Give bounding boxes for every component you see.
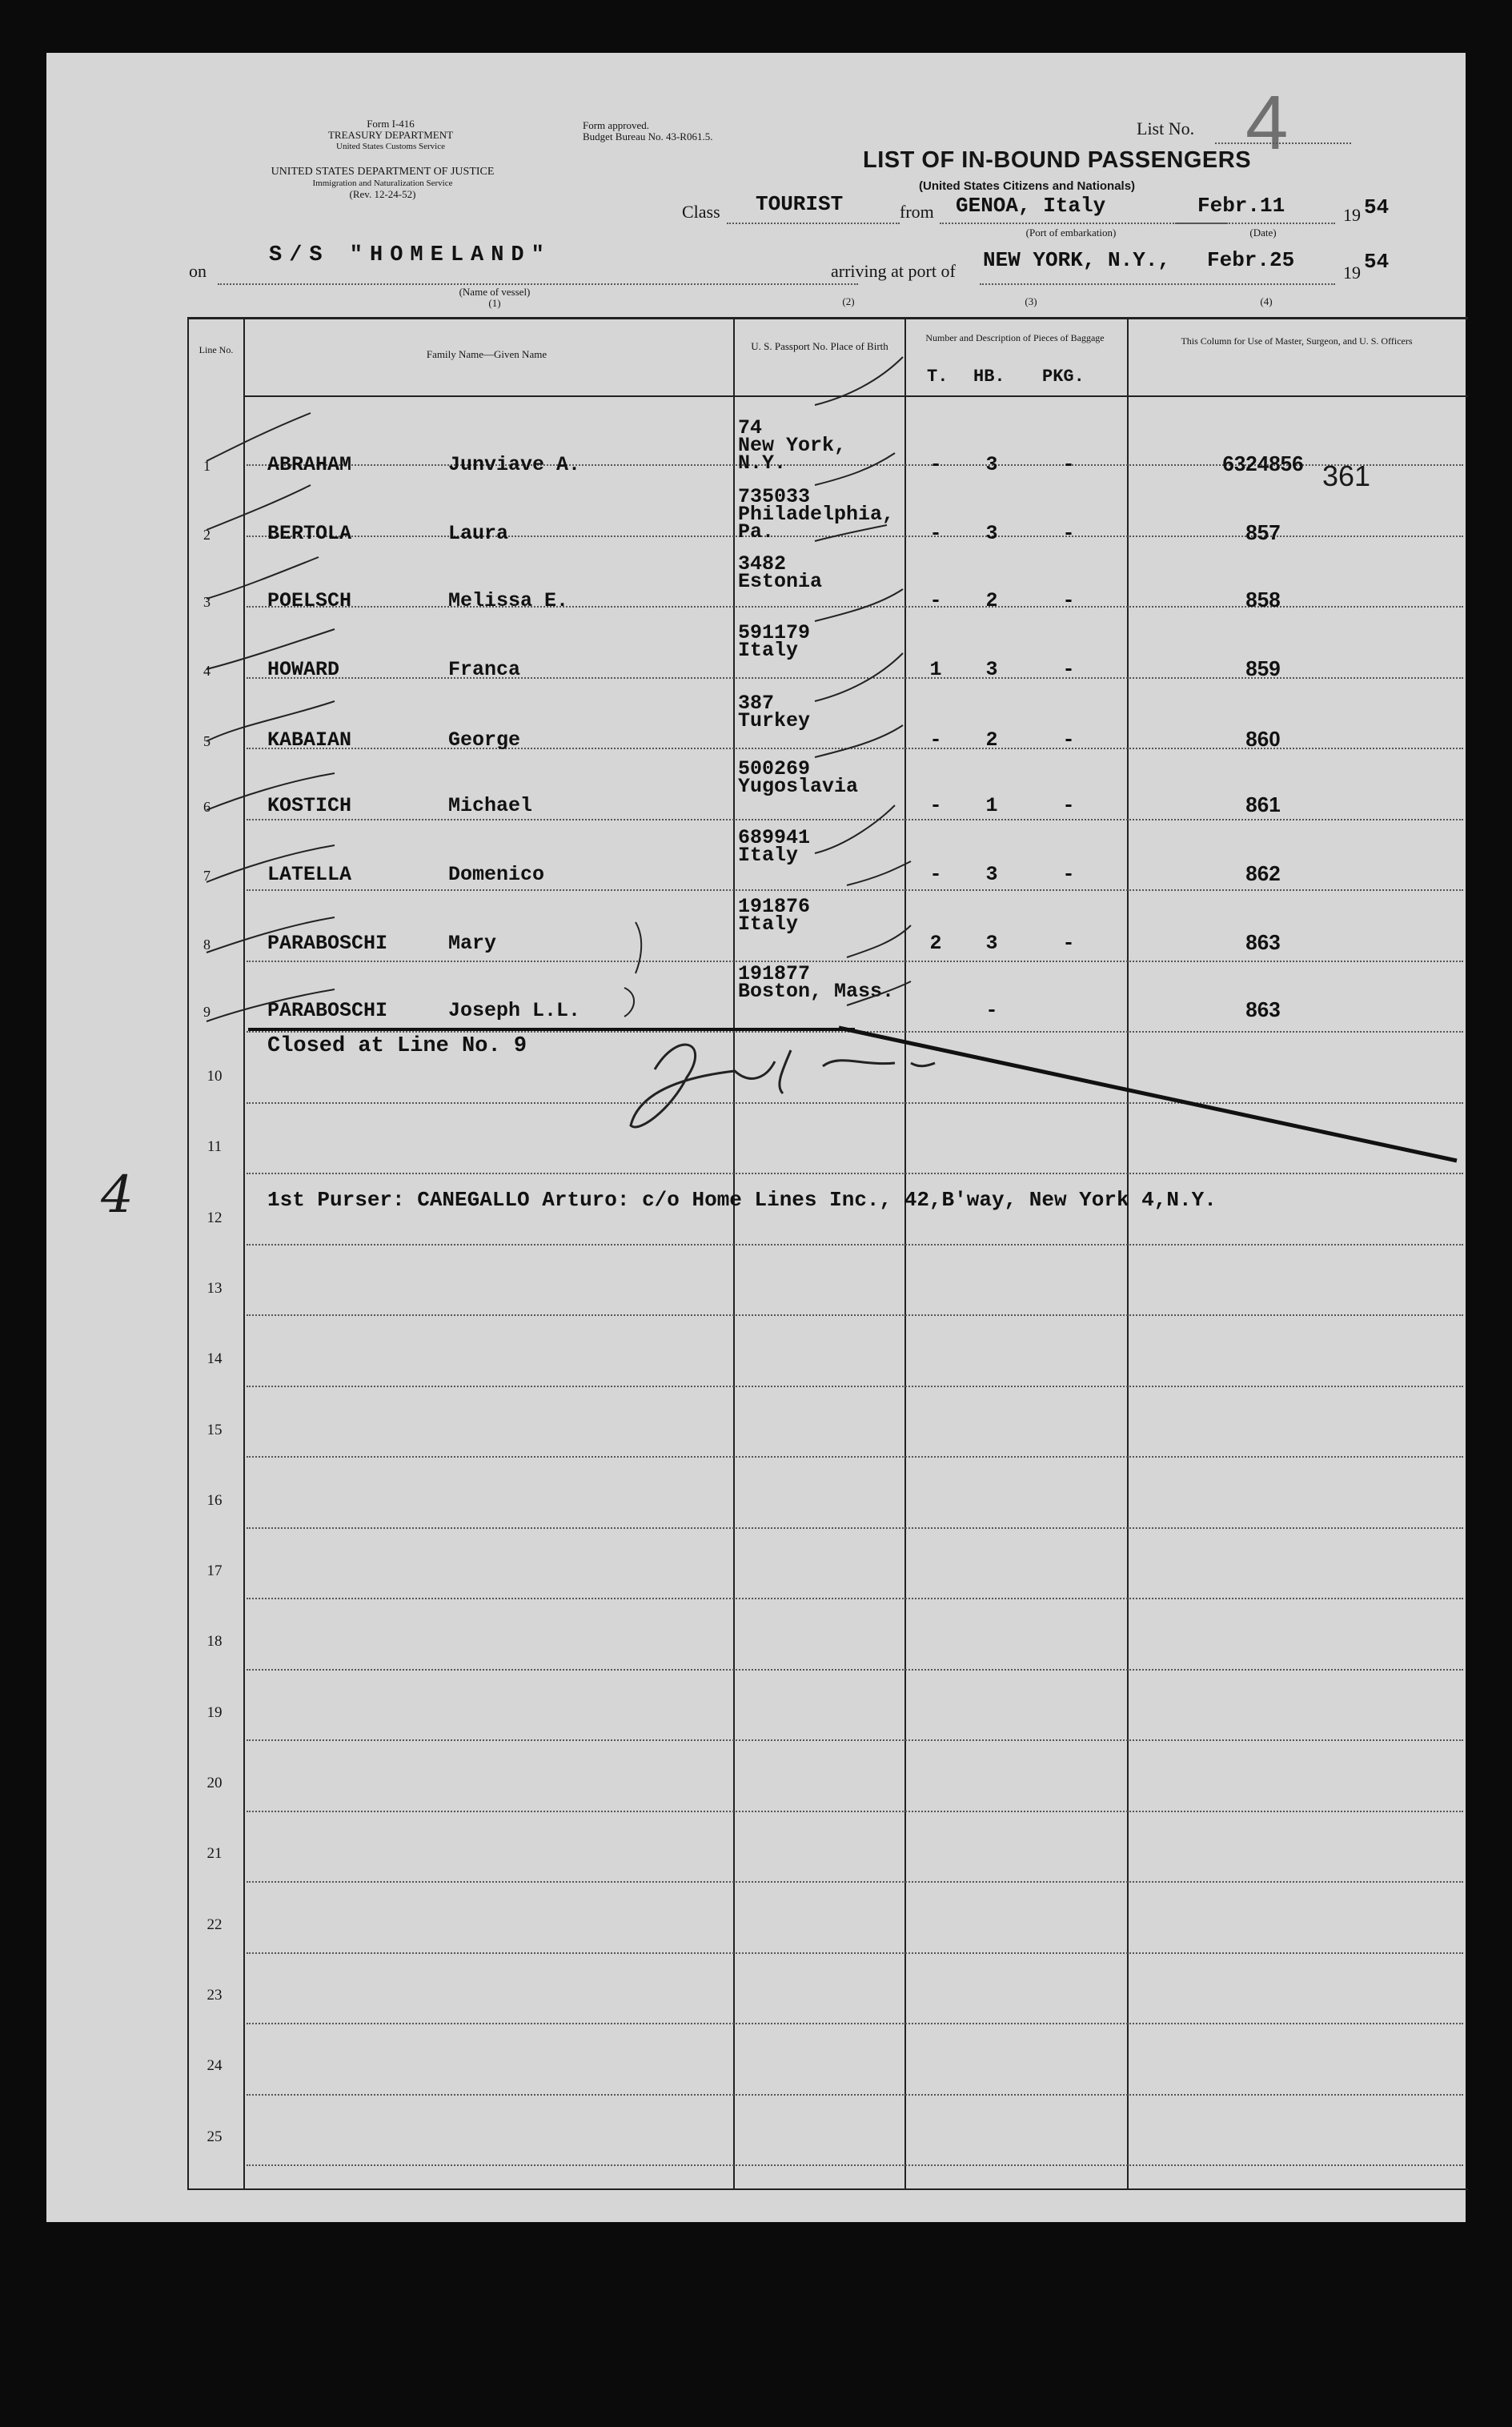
given-name: Laura bbox=[448, 522, 509, 545]
class-value: TOURIST bbox=[756, 192, 844, 216]
baggage-hb: 3 bbox=[985, 453, 998, 476]
passport-number: 735033 bbox=[738, 485, 811, 508]
header-baggage-hb: HB. bbox=[973, 367, 1005, 387]
arrival-year-prefix: 19 bbox=[1343, 263, 1361, 283]
baggage-hb: 2 bbox=[985, 728, 998, 752]
baggage-t: - bbox=[929, 589, 942, 612]
form-subtitle: (United States Citizens and Nationals) bbox=[919, 179, 1136, 193]
empty-line-number: 13 bbox=[207, 1280, 223, 1297]
empty-line-number: 11 bbox=[207, 1138, 223, 1155]
tick-mark bbox=[815, 653, 903, 701]
given-name: Franca bbox=[448, 658, 521, 681]
place-of-birth: Philadelphia, Pa. bbox=[738, 503, 895, 544]
margin-number: 4 bbox=[101, 1165, 134, 1225]
empty-line-number: 14 bbox=[207, 1350, 223, 1367]
tick-mark bbox=[207, 989, 335, 1021]
vessel-caption: (Name of vessel) bbox=[459, 286, 531, 298]
year-prefix: 19 bbox=[1343, 205, 1361, 225]
officer-number: 6324856 bbox=[1222, 451, 1304, 475]
baggage-pkg: - bbox=[1062, 589, 1075, 612]
tick-mark bbox=[207, 557, 319, 599]
closing-diagonal bbox=[839, 1028, 1457, 1161]
family-name: BERTOLA bbox=[267, 522, 352, 545]
row-line-number: 5 bbox=[203, 733, 211, 749]
tick-mark bbox=[207, 845, 335, 882]
form-approved: Form approved. bbox=[583, 119, 650, 131]
arrival-port: NEW YORK, N.Y., bbox=[983, 248, 1171, 272]
empty-line-number: 12 bbox=[207, 1209, 223, 1226]
empty-line-number: 24 bbox=[207, 2057, 223, 2074]
closed-at-line: Closed at Line No. 9 bbox=[267, 1034, 527, 1058]
baggage-hb: 3 bbox=[985, 522, 998, 545]
passport-number: 689941 bbox=[738, 826, 811, 849]
place-of-birth: Italy bbox=[738, 639, 799, 662]
row-line-number: 2 bbox=[203, 527, 211, 543]
tick-mark bbox=[815, 357, 903, 405]
baggage-t: - bbox=[929, 728, 942, 752]
baggage-t: 1 bbox=[929, 658, 942, 681]
given-name: Domenico bbox=[448, 863, 545, 886]
family-name: LATELLA bbox=[267, 863, 352, 886]
tick-mark bbox=[815, 525, 887, 541]
port-embark-caption: (Port of embarkation) bbox=[1025, 227, 1117, 239]
empty-line-number: 22 bbox=[207, 1916, 223, 1933]
bracket-mark bbox=[636, 922, 641, 973]
officer-number: 860 bbox=[1245, 727, 1281, 751]
passport-number: 500269 bbox=[738, 757, 811, 780]
empty-line-number: 17 bbox=[207, 1563, 223, 1579]
embarkation-year: 54 bbox=[1364, 195, 1390, 219]
given-name: Joseph L.L. bbox=[448, 999, 581, 1022]
header-baggage-t: T. bbox=[927, 367, 949, 387]
baggage-pkg: - bbox=[1062, 863, 1075, 886]
baggage-pkg: - bbox=[1062, 932, 1075, 955]
baggage-t: - bbox=[929, 453, 942, 476]
baggage-hb: 3 bbox=[985, 932, 998, 955]
purser-note: 1st Purser: CANEGALLO Arturo: c/o Home Lines Inc., 42,B'way, New York 4,N.Y. bbox=[267, 1188, 1217, 1212]
baggage-hb: - bbox=[985, 999, 998, 1022]
bracket-mark bbox=[624, 988, 634, 1017]
form-number: Form I-416 bbox=[367, 118, 415, 130]
baggage-hb: 3 bbox=[985, 863, 998, 886]
baggage-pkg: - bbox=[1062, 658, 1075, 681]
place-of-birth: Italy bbox=[738, 913, 799, 936]
given-name: Junviave A. bbox=[448, 453, 581, 476]
family-name: ABRAHAM bbox=[267, 453, 352, 476]
class-label: Class bbox=[682, 202, 720, 222]
budget-bureau: Budget Bureau No. 43-R061.5. bbox=[583, 130, 713, 142]
from-label: from bbox=[900, 202, 934, 222]
empty-line-number: 19 bbox=[207, 1704, 223, 1721]
passenger-list-form bbox=[46, 53, 1466, 2222]
customs-service: United States Customs Service bbox=[336, 142, 445, 151]
given-name: Michael bbox=[448, 794, 533, 817]
passport-number: 191877 bbox=[738, 962, 811, 985]
tick-mark bbox=[207, 413, 311, 461]
stamp-number: 361 bbox=[1322, 459, 1371, 492]
officer-number: 857 bbox=[1245, 520, 1281, 544]
place-of-birth: Estonia bbox=[738, 570, 823, 593]
baggage-pkg: - bbox=[1062, 728, 1075, 752]
family-name: KABAIAN bbox=[267, 728, 352, 752]
passport-number: 191876 bbox=[738, 895, 811, 918]
tick-mark bbox=[207, 485, 311, 530]
place-of-birth: New York, N.Y. bbox=[738, 434, 847, 475]
officer-number: 862 bbox=[1245, 861, 1281, 885]
row-line-number: 9 bbox=[203, 1004, 211, 1020]
tick-mark bbox=[815, 725, 903, 757]
ins-service: Immigration and Naturalization Service bbox=[312, 179, 453, 188]
family-name: POELSCH bbox=[267, 589, 352, 612]
officer-number: 863 bbox=[1245, 930, 1281, 954]
officer-number: 858 bbox=[1245, 588, 1281, 612]
officer-number: 861 bbox=[1245, 792, 1281, 816]
date-caption: (Date) bbox=[1249, 227, 1277, 239]
arrival-date: Febr.25 bbox=[1207, 248, 1295, 272]
column-number-2: (2) bbox=[842, 295, 855, 307]
place-of-birth: Italy bbox=[738, 844, 799, 867]
empty-line-number: 10 bbox=[207, 1068, 223, 1085]
empty-line-number: 18 bbox=[207, 1633, 223, 1650]
tick-mark bbox=[207, 629, 335, 669]
revision-date: (Rev. 12-24-52) bbox=[349, 188, 416, 200]
tick-mark bbox=[207, 701, 335, 741]
passport-number: 3482 bbox=[738, 552, 787, 576]
tick-mark bbox=[847, 861, 911, 885]
arriving-label: arriving at port of bbox=[831, 261, 956, 281]
given-name: Mary bbox=[448, 932, 497, 955]
closing-strokes bbox=[46, 53, 1466, 2222]
port-of-embarkation: GENOA, Italy bbox=[956, 194, 1106, 218]
place-of-birth: Turkey bbox=[738, 709, 811, 732]
place-of-birth: Boston, Mass. bbox=[738, 980, 895, 1003]
form-title: LIST OF IN-BOUND PASSENGERS bbox=[863, 147, 1252, 173]
baggage-hb: 1 bbox=[985, 794, 998, 817]
row-line-number: 4 bbox=[203, 663, 211, 679]
empty-line-number: 25 bbox=[207, 2128, 223, 2145]
place-of-birth: Yugoslavia bbox=[738, 775, 859, 798]
column-number-1: (1) bbox=[488, 297, 501, 309]
list-number: 4 bbox=[1245, 80, 1289, 166]
header-name: Family Name—Given Name bbox=[426, 348, 547, 360]
row-line-number: 7 bbox=[203, 868, 211, 884]
tick-mark bbox=[847, 925, 911, 957]
passport-number: 74 bbox=[738, 416, 763, 439]
baggage-t: 2 bbox=[929, 932, 942, 955]
header-baggage-pkg: PKG. bbox=[1042, 367, 1085, 387]
tick-mark bbox=[815, 589, 903, 621]
given-name: George bbox=[448, 728, 521, 752]
treasury-dept: TREASURY DEPARTMENT bbox=[327, 129, 454, 141]
baggage-pkg: - bbox=[1062, 453, 1075, 476]
empty-line-number: 16 bbox=[207, 1492, 223, 1509]
tick-mark bbox=[815, 805, 895, 853]
list-no-label: List No. bbox=[1137, 118, 1195, 138]
header-passport: U. S. Passport No. Place of Birth bbox=[751, 340, 888, 352]
baggage-t: - bbox=[929, 522, 942, 545]
empty-line-number: 15 bbox=[207, 1422, 223, 1438]
row-line-number: 8 bbox=[203, 937, 211, 953]
passport-number: 387 bbox=[738, 692, 775, 715]
baggage-hb: 2 bbox=[985, 589, 998, 612]
row-line-number: 1 bbox=[203, 458, 211, 474]
empty-line-number: 20 bbox=[207, 1775, 223, 1791]
embarkation-date: Febr.11 bbox=[1197, 194, 1285, 218]
header-baggage: Number and Description of Pieces of Baggage bbox=[925, 332, 1105, 343]
baggage-t: - bbox=[929, 863, 942, 886]
family-name: PARABOSCHI bbox=[267, 932, 388, 955]
justice-dept: UNITED STATES DEPARTMENT OF JUSTICE bbox=[271, 166, 495, 178]
baggage-pkg: - bbox=[1062, 522, 1075, 545]
column-number-3: (3) bbox=[1025, 295, 1037, 307]
tick-mark bbox=[847, 981, 911, 1005]
arrival-year: 54 bbox=[1364, 250, 1390, 274]
empty-line-number: 23 bbox=[207, 1987, 223, 2004]
empty-line-number: 21 bbox=[207, 1845, 223, 1862]
row-line-number: 3 bbox=[203, 594, 211, 610]
signature-scrawl bbox=[631, 1045, 935, 1127]
baggage-t: - bbox=[929, 794, 942, 817]
vessel-name: S/S "HOMELAND" bbox=[269, 243, 551, 267]
family-name: HOWARD bbox=[267, 658, 340, 681]
tick-mark bbox=[815, 453, 895, 485]
given-name: Melissa E. bbox=[448, 589, 569, 612]
family-name: PARABOSCHI bbox=[267, 999, 388, 1022]
passport-number: 591179 bbox=[738, 621, 811, 644]
baggage-pkg: - bbox=[1062, 794, 1075, 817]
column-number-4: (4) bbox=[1260, 295, 1273, 307]
tick-mark bbox=[207, 917, 335, 953]
tick-mark bbox=[207, 773, 335, 810]
officer-number: 863 bbox=[1245, 997, 1281, 1021]
baggage-hb: 3 bbox=[985, 658, 998, 681]
header-officers: This Column for Use of Master, Surgeon, and U. S. Officers bbox=[1181, 335, 1413, 347]
row-line-number: 6 bbox=[203, 799, 211, 815]
on-label: on bbox=[189, 261, 207, 281]
officer-number: 859 bbox=[1245, 656, 1281, 680]
header-line-no: Line No. bbox=[199, 344, 234, 355]
family-name: KOSTICH bbox=[267, 794, 352, 817]
